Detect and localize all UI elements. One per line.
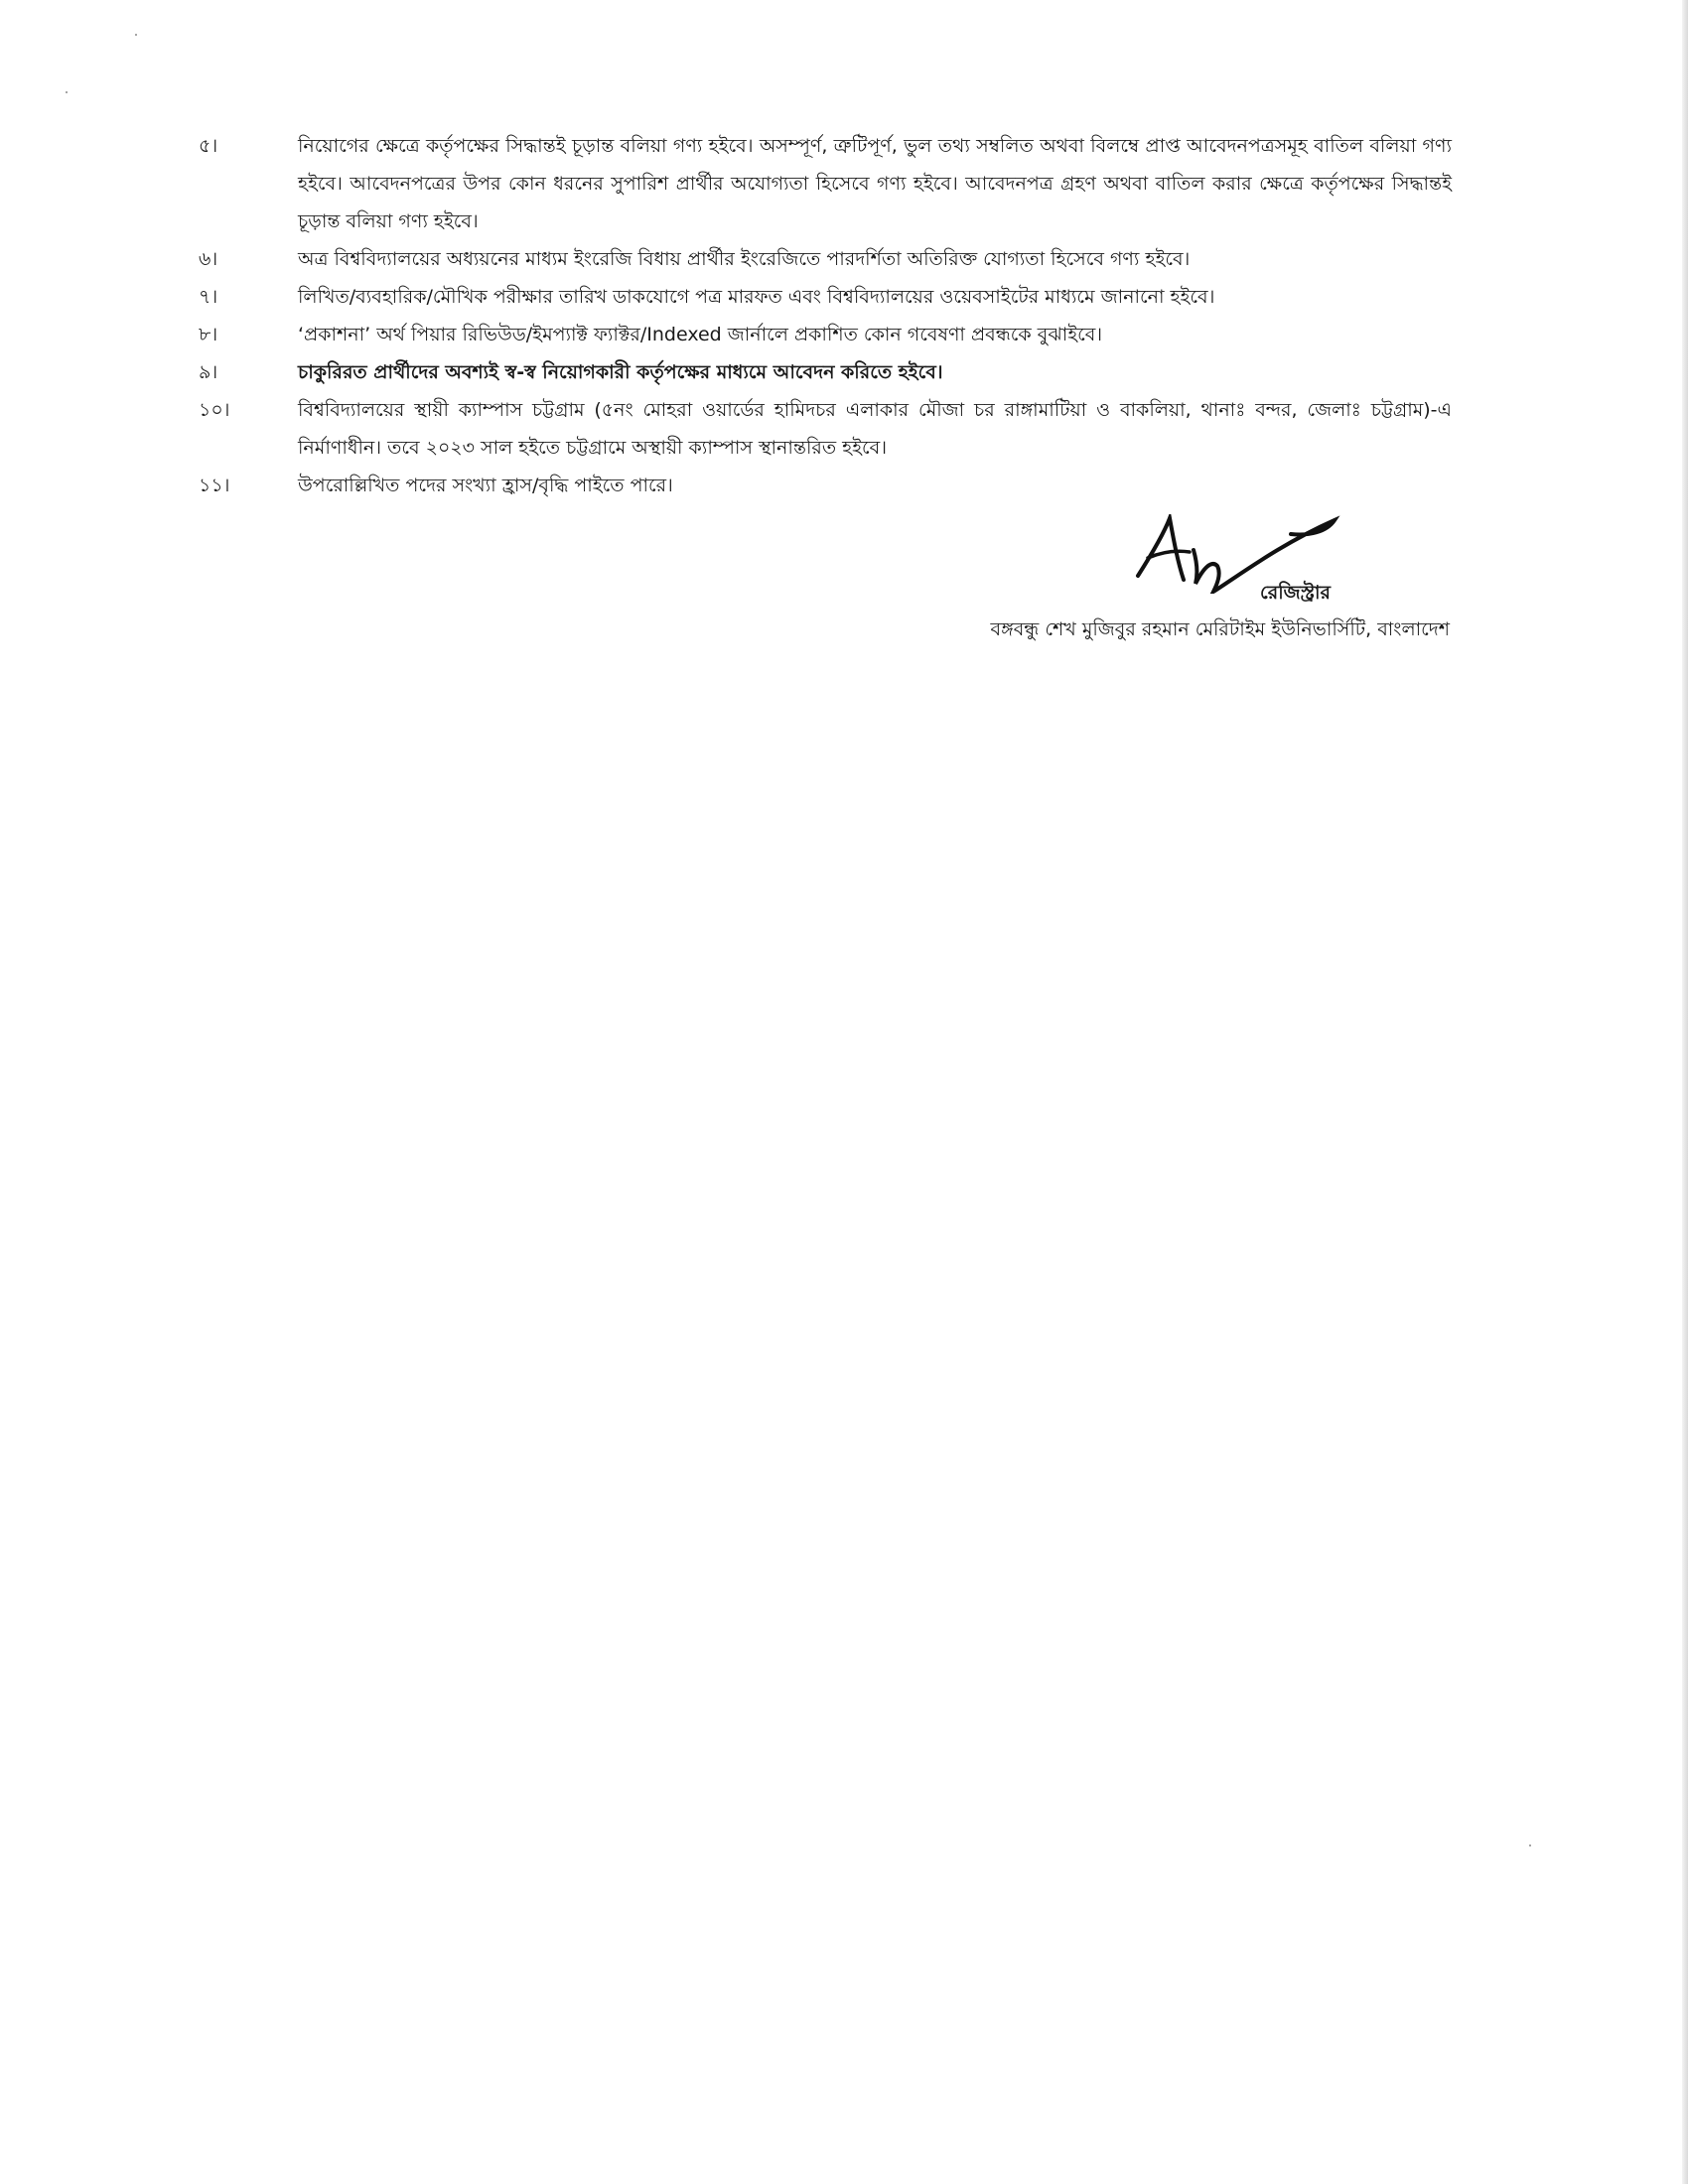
- clause-text: চাকুরিরত প্রার্থীদের অবশ্যই স্ব-স্ব নিয়োগকারী কর্তৃপক্ষের মাধ্যমে আবেদন করিতে হইবে।: [298, 361, 943, 383]
- conditions-list: [199, 127, 1452, 504]
- clause-number: ৯।: [199, 361, 218, 383]
- clause-number: ৭।: [199, 286, 218, 308]
- scan-speck: [1529, 1844, 1531, 1846]
- clause-text: নিয়োগের ক্ষেত্রে কর্তৃপক্ষের সিদ্ধান্তই চূড়ান্ত বলিয়া গণ্য হইবে। অসম্পূর্ণ, ত্রুটিপূর্ণ, ভুল তথ্য সম্বলিত অথবা বিলম্বে প্রাপ্ত আবেদনপত্রসমূহ বাতিল বলিয়া গণ্য হইবে। আবেদনপত্রের উপর কোন ধরনের সুপারিশ প্রার্থীর অযোগ্যতা হিসেবে গণ্য হইবে। আবেদনপত্র গ্রহণ অথবা বাতিল করার ক্ষেত্রে কর্তৃপক্ষের সিদ্ধান্তই চূড়ান্ত বলিয়া গণ্য হইবে।: [298, 135, 1452, 232]
- clause-6: [199, 240, 1452, 278]
- clause-text: অত্র বিশ্ববিদ্যালয়ের অধ্যয়নের মাধ্যম ইংরেজি বিধায় প্রার্থীর ইংরেজিতে পারদর্শিতা অতিরিক্ত যোগ্যতা হিসেবে গণ্য হইবে।: [298, 248, 1191, 270]
- clause-9: [199, 353, 1452, 391]
- clause-text: ‘প্রকাশনা’ অর্থ পিয়ার রিভিউড/ইমপ্যাক্ট ফ্যাক্টর/Indexed জার্নালে প্রকাশিত কোন গবেষণা প্রবন্ধকে বুঝাইবে।: [298, 324, 1103, 345]
- clause-number: ৫।: [199, 135, 218, 157]
- clause-number: ১১।: [199, 475, 230, 496]
- clause-5: [199, 127, 1452, 240]
- scan-speck: [135, 34, 137, 36]
- clause-text: উপরোল্লিখিত পদের সংখ্যা হ্রাস/বৃদ্ধি পাইতে পারে।: [298, 475, 673, 496]
- clause-text: বিশ্ববিদ্যালয়ের স্থায়ী ক্যাম্পাস চট্টগ্রাম (৫নং মোহরা ওয়ার্ডের হামিদচর এলাকার মৌজা চর রাঙ্গামাটিয়া ও বাকলিয়া, থানাঃ বন্দর, জেলাঃ চট্টগ্রাম)-এ নির্মাণাধীন। তবে ২০২৩ সাল হইতে চট্টগ্রামে অস্থায়ী ক্যাম্পাস স্থানান্তরিত হইবে।: [298, 399, 1452, 459]
- clause-10: [199, 391, 1452, 467]
- signature-block: [894, 467, 1450, 665]
- clause-number: ৮।: [199, 324, 218, 345]
- clause-number: ১০।: [199, 399, 230, 421]
- scan-speck: [66, 91, 68, 93]
- clause-number: ৬।: [199, 248, 218, 270]
- clause-7: [199, 278, 1452, 316]
- scan-edge-shadow: [1682, 0, 1688, 2184]
- clause-text: লিখিত/ব্যবহারিক/মৌখিক পরীক্ষার তারিখ ডাকযোগে পত্র মারফত এবং বিশ্ববিদ্যালয়ের ওয়েবসাইটের মাধ্যমে জানানো হইবে।: [298, 286, 1215, 308]
- clause-8: [199, 316, 1452, 353]
- signatory-title: রেজিস্ট্রার: [1260, 582, 1331, 604]
- signatory-organization: বঙ্গবন্ধু শেখ মুজিবুর রহমান মেরিটাইম ইউনিভার্সিটি, বাংলাদেশ: [990, 618, 1450, 640]
